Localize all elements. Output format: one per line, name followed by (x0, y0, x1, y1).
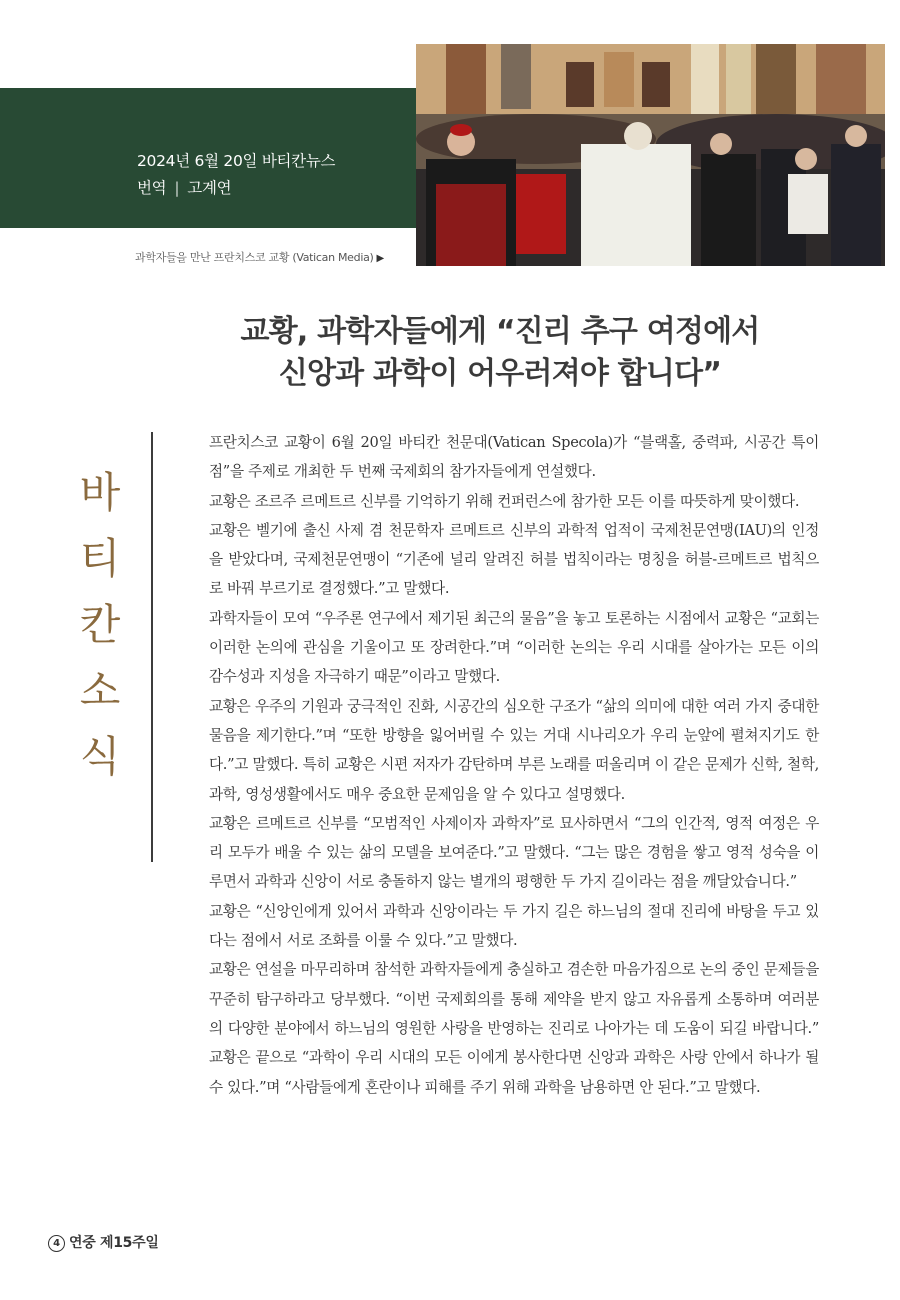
audience-photo (416, 44, 885, 266)
translation-label: 번역 (137, 179, 167, 197)
article-headline (180, 311, 820, 395)
photo-caption-text: 과학자들을 만난 프란치스코 교황 (Vatican Media) (135, 251, 374, 264)
body-paragraph: 교황은 르메트르 신부를 “모범적인 사제이자 과학자”로 묘사하면서 “그의 인간적, 영적 여정은 우리 모두가 배울 수 있는 삶의 모델을 보여준다.”고 말했다. “그는 많은 경험을 쌓고 영적 성숙을 이루면서 과학과 신앙이 서로 충돌하지 않는 별개의 평행한 두 가지 길이라는 점을 깨달았습니다.” (209, 814, 819, 891)
headline-line-2: 신앙과 과학이 어우러져야 합니다” (278, 356, 722, 391)
body-paragraph: 프란치스코 교황이 6월 20일 바티칸 천문대(Vatican Specola)가 “블랙홀, 중력파, 시공간 특이점”을 주제로 개최한 두 번째 국제회의 참가자들에게 연설했다. (209, 434, 819, 481)
body-paragraph: 과학자들이 모여 “우주론 연구에서 제기된 최근의 물음”을 놓고 토론하는 시점에서 교황은 “교회는 이러한 논의에 관심을 기울이고 또 장려한다.”며 “이러한 논의는 우리 시대를 살아가는 모든 이의 감수성과 지성을 자극하기 때문”이라고 말했다. (209, 609, 819, 686)
body-paragraph: 교황은 조르주 르메트르 신부를 기억하기 위해 컨퍼런스에 참가한 모든 이를 따뜻하게 맞이했다. (209, 492, 800, 510)
caption-arrow-icon: ▶ (376, 253, 384, 264)
audience-photo-illustration (416, 44, 885, 266)
body-paragraph: 교황은 우주의 기원과 궁극적인 진화, 시공간의 심오한 구조가 “삶의 의미에 대한 여러 가지 중대한 물음을 제기한다.”며 “또한 방향을 잃어버릴 수 있는 거대 시나리오가 우리 눈앞에 펼쳐지기도 한다.”고 말했다. 특히 교황은 시편 저자가 감탄하며 부른 노래를 떠올리며 이 같은 문제가 신학, 철학, 과학, 영성생활에서도 매우 중요한 문제임을 알 수 있다고 설명했다. (209, 697, 819, 803)
translator-name: 고계연 (187, 179, 232, 197)
body-paragraph: 교황은 연설을 마무리하며 참석한 과학자들에게 충실하고 겸손한 마음가짐으로 논의 중인 문제들을 꾸준히 탐구하라고 당부했다. “이번 국제회의를 통해 제약을 받지 않고 자유롭게 소통하며 여러분의 다양한 분야에서 하느님의 영원한 사랑을 반영하는 진리로 나아가는 데 도움이 되길 바랍니다.” 교황은 끝으로 “과학이 우리 시대의 모든 이에게 봉사한다면 신앙과 과학은 사랑 안에서 하나가 될 수 있다.”며 “사람들에게 혼란이나 피해를 주기 위해 과학을 남용하면 안 된다.”고 말했다. (209, 961, 820, 1096)
section-title-char: 식 (79, 732, 121, 781)
footer-label: 연중 제15주일 (69, 1235, 159, 1251)
date-source: 2024년 6월 20일 바티칸뉴스 (137, 152, 336, 170)
section-title-char: 소 (79, 666, 121, 715)
section-title-char: 칸 (79, 600, 121, 649)
credit-separator: | (174, 179, 180, 197)
headline-line-1: 교황, 과학자들에게 “진리 추구 여정에서 (240, 314, 760, 349)
section-title-char: 티 (79, 534, 121, 583)
article-body (209, 428, 819, 1102)
section-title (70, 460, 130, 790)
photo-caption (135, 249, 384, 265)
page-number: 4 (48, 1235, 65, 1252)
translation-credit (137, 174, 335, 202)
body-paragraph: 교황은 벨기에 출신 사제 겸 천문학자 르메트르 신부의 과학적 업적이 국제천문연맹(IAU)의 인정을 받았다며, 국제천문연맹이 “기존에 널리 알려진 허블 법칙이라는 명칭을 허블-르메트르 법칙으로 바꿔 부르기로 결정했다.”고 말했다. (209, 521, 819, 598)
header-info (137, 148, 335, 202)
body-paragraph: 교황은 “신앙인에게 있어서 과학과 신앙이라는 두 가지 길은 하느님의 절대 진리에 바탕을 두고 있다는 점에서 서로 조화를 이룰 수 있다.”고 말했다. (209, 902, 819, 950)
page-footer (48, 1232, 159, 1252)
section-title-char: 바 (79, 468, 121, 517)
section-divider (151, 432, 153, 862)
